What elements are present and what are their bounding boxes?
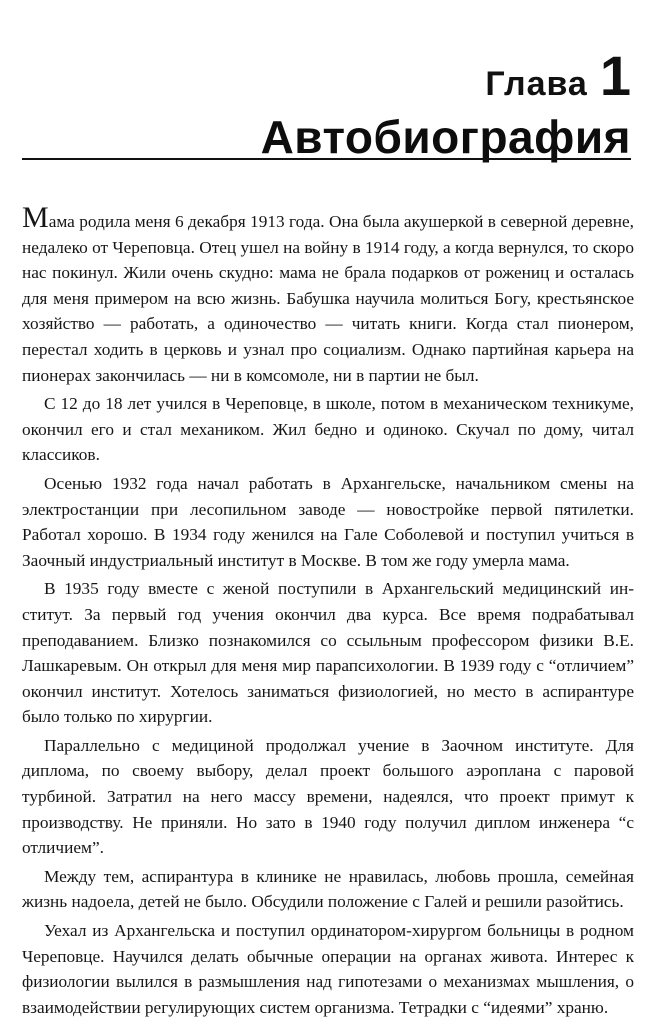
paragraph-6: Между тем, аспирантура в клинике не нравилась, любовь прошла, семейная жизнь надоела, детей не было. Обсудили положение с Галей и решили разойтись. [22,866,634,912]
paragraph-5: Параллельно с медициной продолжал учение в Заочном институте. Для диплома, по своему выбору, делал проект большого аэроплана с паровой турбиной. Затратил на него массу времени, надеялся, что проект примут к производству. Не приняли. Но зато в 1940 году получил диплом инженера “с отличием”. [22,735,634,858]
chapter-label [485,44,631,107]
drop-initial: М [22,201,49,234]
paragraph-1-text: ама родила меня 6 декабря 1913 года. Она была акушеркой в северной деревне, недалеко от Череповца. Отец ушел на войну в 1914 году, а когда вернулся, то скоро нас покинул. Жили очень скудно: мама не брала подарков от рожениц и осталась для меня примером на всю жизнь. Бабушка научила молиться Богу, крестьянское хозяйство — работать, а одиночество — читать книги. Когда стал пионером, перестал ходить в церковь и узнал про социализм. Однако партийная карьера на пионерах закончилась — ни в комсомоле, ни в партии не был. [22,212,634,385]
body-text [22,201,634,1023]
chapter-word: Глава [485,65,588,103]
paragraph-7: Уехал из Архангельска и поступил ординатором-хирургом больницы в родном Череповце. Научился делать обычные операции на органах живота. Интерес к физиологии вылился в размышления над гипотезами о механизмах мышления, о взаимодействии регулирующих систем организма. Тетрадки с “идеями” храню. [22,921,634,1017]
paragraph-1 [22,201,634,388]
chapter-number: 1 [599,44,631,107]
paragraph-2: С 12 до 18 лет учился в Череповце, в школе, потом в механическом техникуме, окончил его и стал механиком. Жил бедно и одиноко. Скучал по дому, читал классиков. [22,394,634,465]
paragraph-3: Осенью 1932 года начал работать в Архангельске, начальником смены на электростанции при лесопильном заводе — новостройке первой пятилетки. Работал хорошо. В 1934 году женился на Гале Соболевой и поступил учиться в Заочный индустриальный институт в Москве. В том же году умерла мама. [22,473,634,570]
paragraph-4: В 1935 году вместе с женой поступили в Архангельский медицинский институт. За первый год учения окончил два курса. Все время подрабатывал преподаванием. Близко познакомился со ссыльным профессором физики В.Е. Лашкаревым. Он открыл для меня мир парапсихологии. В 1939 году с “отличием” окончил институт. Хотелось заниматься физиологией, но место в аспирантуре было только по хирургии. [22,579,634,727]
chapter-title: Автобиография [260,111,631,163]
title-underline-rule [22,158,631,160]
